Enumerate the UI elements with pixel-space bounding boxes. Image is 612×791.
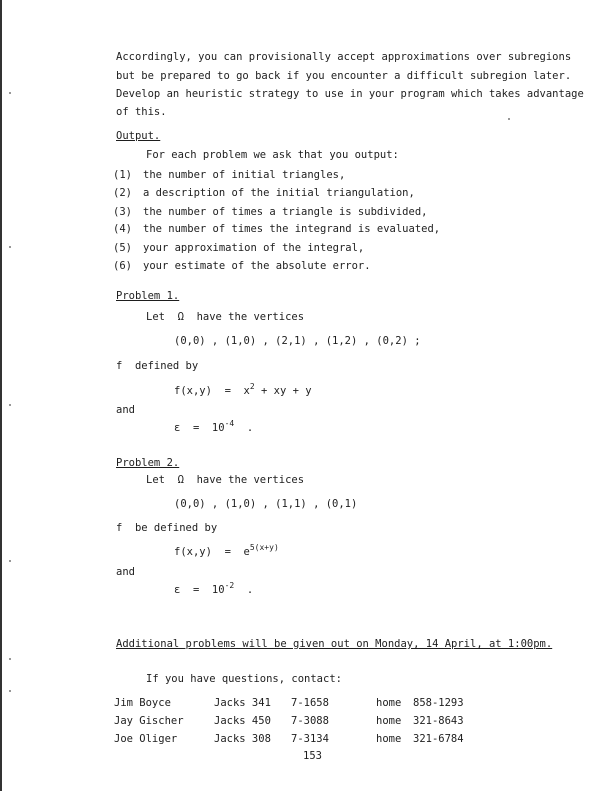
contact-extension: 7-3088 [291, 715, 329, 727]
item-number: (4) [113, 223, 132, 235]
scan-speck [9, 560, 11, 562]
formula-exponent: 5(x+y) [249, 543, 279, 552]
problem2-formula [174, 543, 279, 559]
contact-home-label: home [376, 733, 402, 745]
paragraph-line: of this. [116, 106, 167, 118]
problem1-formula [174, 382, 312, 398]
contact-home-phone: 321-8643 [413, 715, 464, 727]
problem1-f-defined: f defined by [116, 360, 199, 372]
problem1-let: Let Ω have the vertices [146, 311, 305, 323]
formula-lhs: f(x,y) = x [174, 385, 250, 397]
problem1-heading: Problem 1. [116, 290, 180, 302]
item-number: (1) [113, 169, 132, 181]
contact-office: Jacks 450 [214, 715, 271, 727]
problem2-and: and [116, 566, 135, 578]
output-intro: For each problem we ask that you output: [146, 149, 399, 161]
contact-name: Jim Boyce [114, 697, 171, 709]
scan-speck [9, 246, 11, 248]
item-text: the number of times a triangle is subdivided, [143, 206, 428, 218]
item-text: a description of the initial triangulation, [143, 187, 415, 199]
contact-home-phone: 858-1293 [413, 697, 464, 709]
output-list-item [113, 169, 345, 182]
item-text: the number of times the integrand is evaluated, [143, 223, 441, 235]
epsilon-end: . [234, 584, 254, 596]
problem2-let: Let Ω have the vertices [146, 474, 305, 486]
scan-speck [9, 658, 11, 660]
output-list-item [113, 242, 364, 255]
contact-intro: If you have questions, contact: [146, 673, 342, 685]
contact-home-label: home [376, 715, 402, 727]
paragraph-line: but be prepared to go back if you encounter a difficult subregion later. [116, 70, 572, 82]
page-edge-shadow [0, 0, 2, 791]
problem1-epsilon [174, 419, 254, 435]
formula-exponent: 2 [249, 382, 255, 391]
output-list-item [113, 187, 415, 200]
problem2-vertices: (0,0) , (1,0) , (1,1) , (0,1) [174, 498, 358, 510]
scan-speck [9, 92, 11, 94]
epsilon-lhs: ε = 10 [174, 422, 225, 434]
item-text: the number of initial triangles, [143, 169, 346, 181]
problem2-epsilon [174, 581, 254, 597]
item-text: your estimate of the absolute error. [143, 260, 371, 272]
contact-extension: 7-3134 [291, 733, 329, 745]
problem1-vertices: (0,0) , (1,0) , (2,1) , (1,2) , (0,2) ; [174, 335, 421, 347]
scan-speck [9, 404, 11, 406]
item-number: (3) [113, 206, 132, 218]
contact-office: Jacks 308 [214, 733, 271, 745]
contact-home-label: home [376, 697, 402, 709]
page-number: 153 [303, 750, 322, 762]
formula-lhs: f(x,y) = e [174, 546, 250, 558]
output-list-item [113, 260, 371, 273]
item-text: your approximation of the integral, [143, 242, 365, 254]
item-number: (6) [113, 260, 132, 272]
contact-office: Jacks 341 [214, 697, 271, 709]
output-list-item [113, 206, 427, 219]
additional-problems-note: Additional problems will be given out on Monday, 14 April, at 1:00pm. [116, 638, 553, 650]
scan-speck [508, 118, 510, 120]
epsilon-exponent: -2 [224, 581, 235, 590]
scan-speck [9, 690, 11, 692]
output-heading: Output. [116, 130, 161, 142]
problem2-heading: Problem 2. [116, 457, 180, 469]
epsilon-end: . [234, 422, 254, 434]
problem2-f-defined: f be defined by [116, 522, 218, 534]
contact-name: Joe Oliger [114, 733, 178, 745]
paragraph-line: Develop an heuristic strategy to use in your program which takes advantage [116, 88, 584, 100]
item-number: (5) [113, 242, 132, 254]
epsilon-exponent: -4 [224, 419, 235, 428]
output-list-item [113, 223, 440, 236]
contact-home-phone: 321-6784 [413, 733, 464, 745]
problem1-and: and [116, 404, 135, 416]
contact-extension: 7-1658 [291, 697, 329, 709]
epsilon-lhs: ε = 10 [174, 584, 225, 596]
paragraph-line: Accordingly, you can provisionally accept approximations over subregions [116, 51, 572, 63]
contact-name: Jay Gischer [114, 715, 184, 727]
item-number: (2) [113, 187, 132, 199]
formula-rest: + xy + y [254, 385, 312, 397]
